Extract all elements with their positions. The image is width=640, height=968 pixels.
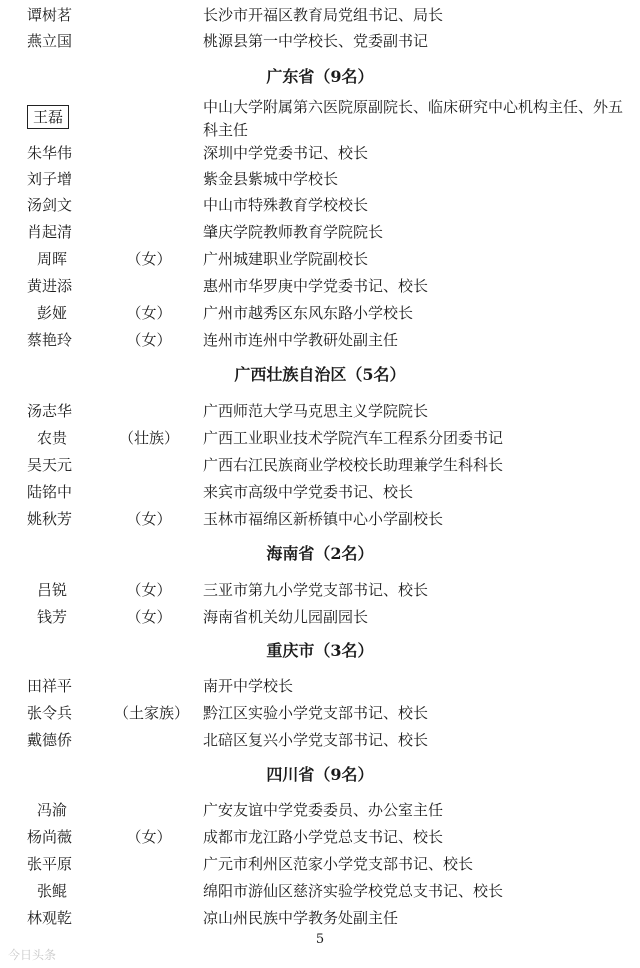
person-title: 深圳中学党委书记、校长 bbox=[203, 144, 369, 162]
person-note: （女） bbox=[126, 250, 172, 268]
person-note: （女） bbox=[126, 331, 172, 349]
person-title: 绵阳市游仙区慈济实验学校党总支书记、校长 bbox=[203, 882, 504, 900]
person-name: 杨尚薇 bbox=[27, 828, 73, 846]
section-heading-guangxi: 广西壮族自治区（5名） bbox=[234, 365, 406, 384]
person-name: 张平原 bbox=[27, 855, 73, 873]
section-heading-guangdong: 广东省（9名） bbox=[266, 67, 374, 86]
person-title: 连州市连州中学教研处副主任 bbox=[203, 331, 399, 349]
list-item bbox=[0, 604, 640, 630]
person-title: 中山市特殊教育学校校长 bbox=[203, 196, 369, 214]
person-name: 燕立国 bbox=[27, 32, 73, 50]
list-item bbox=[0, 300, 640, 326]
person-name: 林观乾 bbox=[27, 909, 73, 927]
person-title: 广州市越秀区东风东路小学校长 bbox=[203, 304, 414, 322]
person-name: 吴天元 bbox=[27, 456, 73, 474]
person-title: 惠州市华罗庚中学党委书记、校长 bbox=[203, 277, 429, 295]
person-note: （壮族） bbox=[118, 429, 179, 447]
person-title: 成都市龙江路小学党总支书记、校长 bbox=[203, 828, 444, 846]
person-name: 田祥平 bbox=[27, 677, 73, 695]
list-item bbox=[0, 246, 640, 272]
person-name-boxed: 王磊 bbox=[27, 104, 69, 129]
list-item bbox=[0, 878, 640, 904]
person-title: 桃源县第一中学校长、党委副书记 bbox=[203, 32, 429, 50]
person-title: 广西师范大学马克思主义学院院长 bbox=[203, 402, 429, 420]
list-item bbox=[0, 700, 640, 726]
person-note: （女） bbox=[126, 608, 172, 626]
person-name: 肖起清 bbox=[27, 223, 73, 241]
list-item bbox=[0, 506, 640, 532]
list-item bbox=[0, 797, 640, 823]
page-number: 5 bbox=[315, 932, 325, 947]
person-name: 朱华伟 bbox=[27, 144, 73, 162]
person-name: 农贵 bbox=[36, 429, 67, 447]
list-item bbox=[0, 2, 640, 28]
list-item bbox=[0, 425, 640, 451]
person-name: 戴德侨 bbox=[27, 731, 73, 749]
person-name: 蔡艳玲 bbox=[27, 331, 73, 349]
person-note: （女） bbox=[126, 304, 172, 322]
list-item bbox=[0, 327, 640, 353]
person-title: 玉林市福绵区新桥镇中心小学副校长 bbox=[203, 510, 444, 528]
person-name: 谭树茗 bbox=[27, 6, 73, 24]
list-item bbox=[0, 727, 640, 753]
person-title: 紫金县紫城中学校长 bbox=[203, 170, 339, 188]
person-title: 广西工业职业技术学院汽车工程系分团委书记 bbox=[203, 429, 504, 447]
person-title: 广安友谊中学党委委员、办公室主任 bbox=[203, 801, 444, 819]
watermark: 今日头条 bbox=[8, 948, 57, 962]
person-name: 吕锐 bbox=[36, 581, 67, 599]
person-name: 钱芳 bbox=[36, 608, 67, 626]
list-item bbox=[0, 28, 640, 54]
list-item bbox=[0, 851, 640, 877]
person-title: 来宾市高级中学党委书记、校长 bbox=[203, 483, 414, 501]
person-title: 南开中学校长 bbox=[203, 677, 294, 695]
person-title: 中山大学附属第六医院原副院长、临床研究中心机构主任、外五科主任 bbox=[203, 98, 624, 139]
section-heading-hainan: 海南省（2名） bbox=[266, 544, 374, 563]
list-item bbox=[0, 140, 640, 166]
person-name: 黄进添 bbox=[27, 277, 73, 295]
person-name: 彭娅 bbox=[36, 304, 67, 322]
list-item bbox=[0, 673, 640, 699]
person-title: 广元市利州区范家小学党支部书记、校长 bbox=[203, 855, 474, 873]
person-name: 刘子增 bbox=[27, 170, 73, 188]
person-title: 广西右江民族商业学校校长助理兼学生科科长 bbox=[203, 456, 504, 474]
list-item bbox=[0, 824, 640, 850]
list-item bbox=[0, 192, 640, 218]
list-item bbox=[0, 219, 640, 245]
person-name: 张鲲 bbox=[36, 882, 67, 900]
person-name: 姚秋芳 bbox=[27, 510, 73, 528]
list-item bbox=[0, 398, 640, 424]
person-title: 黔江区实验小学党支部书记、校长 bbox=[203, 704, 429, 722]
person-name: 冯渝 bbox=[36, 801, 67, 819]
person-title: 北碚区复兴小学党支部书记、校长 bbox=[203, 731, 429, 749]
list-item bbox=[0, 273, 640, 299]
person-title: 海南省机关幼儿园副园长 bbox=[203, 608, 369, 626]
person-note: （女） bbox=[126, 828, 172, 846]
person-title: 长沙市开福区教育局党组书记、局长 bbox=[203, 6, 444, 24]
person-name: 汤剑文 bbox=[27, 196, 73, 214]
person-title: 广州城建职业学院副校长 bbox=[203, 250, 369, 268]
person-name: 陆铭中 bbox=[27, 483, 73, 501]
section-heading-sichuan: 四川省（9名） bbox=[266, 765, 374, 784]
list-item bbox=[0, 577, 640, 603]
list-item bbox=[0, 479, 640, 505]
section-heading-chongqing: 重庆市（3名） bbox=[266, 641, 374, 660]
person-name: 张令兵 bbox=[27, 704, 73, 722]
person-name: 汤志华 bbox=[27, 402, 73, 420]
person-title: 肇庆学院教师教育学院院长 bbox=[203, 223, 384, 241]
person-name: 周晖 bbox=[36, 250, 67, 268]
list-item bbox=[0, 905, 640, 931]
list-item bbox=[0, 452, 640, 478]
person-note: （土家族） bbox=[114, 704, 190, 722]
person-note: （女） bbox=[126, 581, 172, 599]
person-title: 三亚市第九小学党支部书记、校长 bbox=[203, 581, 429, 599]
person-note: （女） bbox=[126, 510, 172, 528]
person-title: 凉山州民族中学教务处副主任 bbox=[203, 909, 399, 927]
list-item bbox=[0, 166, 640, 192]
